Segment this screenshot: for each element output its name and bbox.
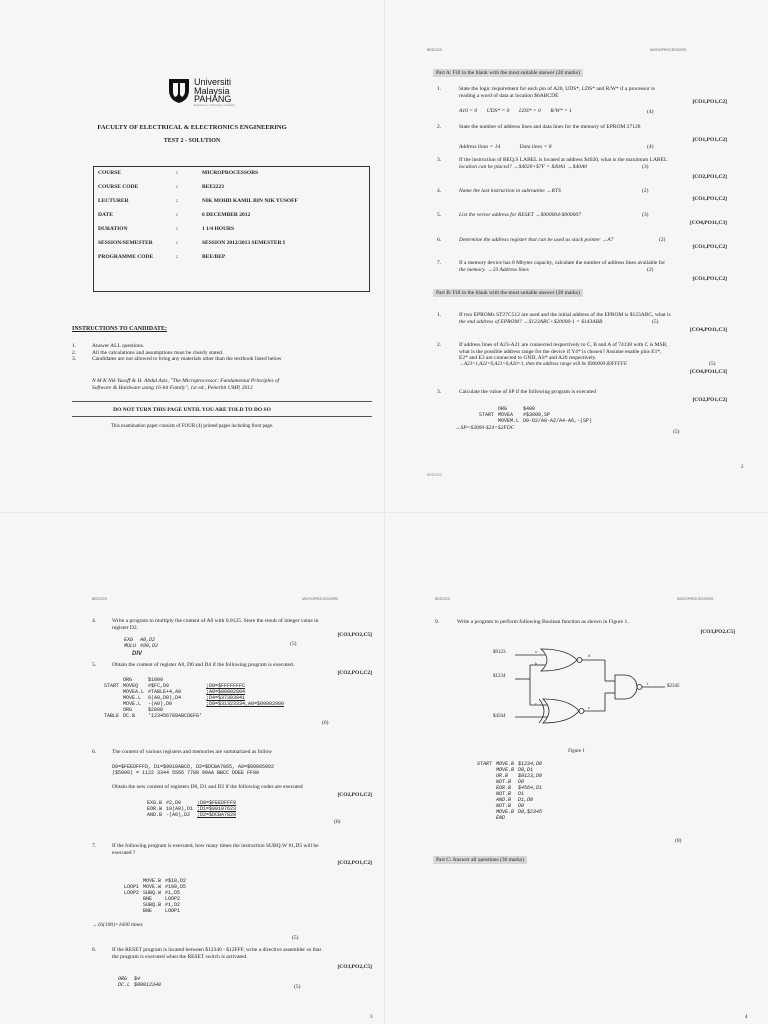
q4-code bbox=[124, 637, 162, 649]
code-cell: D1,D0 bbox=[518, 797, 534, 803]
code-cell: OR.B bbox=[496, 773, 509, 779]
code-cell: MOVE.B bbox=[496, 809, 515, 815]
info-colon: : bbox=[176, 254, 178, 260]
ump-logo bbox=[168, 78, 190, 109]
code-cell: LOOP2 bbox=[124, 890, 140, 896]
info-key: COURSE bbox=[98, 170, 121, 176]
info-value: MICROPROCESSORS bbox=[202, 170, 259, 176]
code-cell: LOOP2 bbox=[165, 896, 181, 902]
course-info-row bbox=[96, 225, 300, 239]
info-colon: : bbox=[176, 240, 178, 246]
code-cell: MOVE.L bbox=[123, 694, 142, 701]
page-header-right: MICROPROCESSORS bbox=[650, 48, 687, 52]
code-cell: MOVEQ bbox=[123, 682, 139, 689]
part-c-heading: Part C: Answer all questions (30 marks) bbox=[433, 856, 527, 864]
code-cell: #$10,D2 bbox=[165, 878, 187, 884]
code-cell: ;D0=$31323334,A0=$00002000 bbox=[206, 700, 285, 707]
code-cell: NOT.B bbox=[496, 803, 512, 809]
code-cell: ;D2=$DCBA7820 bbox=[197, 812, 237, 818]
instruction-1: 1. Answer ALL questions. bbox=[72, 343, 145, 349]
code-cell: #1,D2 bbox=[165, 902, 181, 908]
code-cell: D0 bbox=[518, 779, 525, 785]
code-cell: D0,D1 bbox=[518, 767, 534, 773]
course-info-row bbox=[96, 211, 300, 225]
wire-label-b: b bbox=[535, 661, 537, 666]
code-cell: ;D1=$90107623 bbox=[197, 806, 237, 812]
info-key: LECTURER bbox=[98, 198, 129, 204]
code-cell: $4 bbox=[134, 976, 141, 982]
input-label-9123: $9123 bbox=[493, 650, 506, 655]
ump-shield-icon bbox=[168, 78, 190, 104]
course-info-box bbox=[93, 166, 370, 292]
code-cell: NOT.B bbox=[496, 779, 512, 785]
code-cell: AND.B bbox=[496, 797, 512, 803]
code-cell: D0,$2345 bbox=[518, 809, 543, 815]
page-footer-mark: BEE2223 bbox=[427, 473, 442, 477]
figure-1-logic-diagram bbox=[485, 641, 695, 741]
code-cell: EXG bbox=[124, 637, 134, 643]
page-header-right: MICROPROCESSORS bbox=[302, 597, 339, 601]
q8: 8. If the RESET program is located between $12340 - $12FFF, write a directive assembler so that the program is executed when the RESET switch is activated. [CO3,PO2,C5] ORG $4 DC.L $00012340 (5) bbox=[92, 947, 372, 990]
code-cell: $00012340 bbox=[134, 982, 162, 988]
code-cell: DC.B bbox=[123, 712, 136, 719]
info-colon: : bbox=[176, 170, 178, 176]
info-value: NIK MOHD KAMIL BIN NIK YUSOFF bbox=[202, 198, 298, 204]
course-info-row bbox=[96, 169, 300, 183]
code-cell: ;D0=$FFFFFFFC bbox=[206, 682, 246, 689]
faculty-name: FACULTY OF ELECTRICAL & ELECTRONICS ENGINEERING bbox=[97, 124, 287, 131]
code-cell: $9123,D0 bbox=[518, 773, 543, 779]
code-cell: MOVE.W bbox=[143, 884, 162, 890]
info-key: PROGRAMME CODE bbox=[98, 254, 154, 260]
part-a-q4: 4. Name the last instruction in subroutine →RTS (2) [CO1,PO1,C2] bbox=[437, 188, 727, 202]
page-1-cover bbox=[0, 0, 384, 512]
course-info-row bbox=[96, 239, 300, 253]
code-cell: DC.L bbox=[118, 982, 131, 988]
logo-line-3: PAHANG bbox=[194, 94, 232, 104]
info-key: COURSE CODE bbox=[98, 184, 139, 190]
part-a-q2: 2. State the number of address lines and data lines for the memory of EPROM 27128 [CO1,PO1,C2] Address lines = 14 Data lines = 8 (4) bbox=[437, 124, 727, 150]
figure-caption: Figure 1 bbox=[568, 749, 585, 754]
part-b-q2: 2. If address lines of A23-A21 are connected respectively to C, B and A of 74138 with C is MSB, what is the possible address range for the device if Y4* is chosen? Assume enable pins E1*, E2* and E3 are connected to GND, AS* and A20 respectively. →A23=1,A22=0,A21=0,A20=1, then the address range will be $900000-$9FFFFF. (5) [CO4,PO11,C3] bbox=[437, 342, 727, 375]
code-cell: MOVEM.L bbox=[498, 417, 520, 424]
part-a-heading: Part A: Fill in the blank with the most suitable answer (20 marks) bbox=[433, 69, 583, 77]
q9-marks: (8) bbox=[675, 838, 682, 844]
code-line bbox=[479, 418, 596, 424]
code-cell: END bbox=[496, 815, 506, 821]
code-line bbox=[477, 815, 546, 821]
info-value: BEE2223 bbox=[202, 184, 225, 190]
textbook-reference: N M K Nik Yusoff & H. Abdul Aziz, "The Microprocessor: Fundamental Principles of Software & Hardware using 16-bit Family", 1st ed., Penerbit UMP, 2012 bbox=[92, 378, 280, 391]
q6-code bbox=[147, 800, 240, 818]
code-cell: ;D4=$37383941 bbox=[206, 694, 246, 701]
test-title: TEST 2 - SOLUTION bbox=[163, 138, 221, 144]
info-value: BEE/BEP bbox=[202, 254, 226, 260]
part-a-q5: 5. List the vector address for RESET →$000004-$000007 (3) [CO4,PO11,C3] bbox=[437, 212, 727, 226]
input-label-1234: $1234 bbox=[493, 674, 506, 679]
page-number: 2 bbox=[741, 465, 744, 470]
code-cell: D0 bbox=[518, 803, 525, 809]
part-a-q6: 6. Determine the address register that can be used as stack pointer →A7 (2) [CO1,PO1,C2] bbox=[437, 237, 727, 250]
info-value: 1 1/4 HOURS bbox=[202, 226, 235, 232]
code-cell: #$3000,SP bbox=[523, 411, 551, 418]
code-cell: SUBQ.W bbox=[143, 890, 162, 896]
course-info-row bbox=[96, 253, 300, 267]
instructions-title: INSTRUCTIONS TO CANDIDATE: bbox=[72, 326, 168, 332]
part-b-q3: 3. Calculate the value of SP if the following program is executed [CO2,PO1,C2] ORG $400 START MOVEA #$3000,SP MOVEM.L D0-D2/A0-A2/A4-A6,-(SP) →SP=$3000-$24=$2FDC (5) bbox=[437, 389, 727, 435]
code-cell: D0-D2/A0-A2/A4-A6,-(SP) bbox=[523, 417, 593, 424]
wire-label-a: a bbox=[535, 649, 537, 654]
code-cell: MOVEA bbox=[498, 411, 514, 418]
code-cell: A0,D2 bbox=[140, 637, 156, 643]
code-cell: START bbox=[479, 411, 495, 418]
code-cell: $1234,D0 bbox=[518, 761, 543, 767]
code-cell bbox=[479, 418, 498, 424]
info-colon: : bbox=[176, 184, 178, 190]
course-info-row bbox=[96, 197, 300, 211]
part-b-q3-code bbox=[479, 406, 596, 424]
info-colon: : bbox=[176, 212, 178, 218]
part-a-q3: 3. If the instruction of BEQ.S LABEL is located at address $4020, what is the maximum LABEL location can be placed? →$4020+$7F = $40A1 →$40A0 (3) [CO2,PO1,C2] bbox=[437, 157, 727, 180]
code-cell: MOVEA.L bbox=[123, 688, 145, 695]
code-cell: ORG bbox=[123, 706, 133, 713]
code-cell: EXG.B bbox=[147, 800, 163, 806]
code-cell: #80,D2 bbox=[140, 643, 159, 649]
q4: 4. Write a program to multiply the content of A0 with 0.0125. Store the result of integer value in register D2. [CO3,PO2,C5] EXG A0,D2 MULU #80,D2 DIV (5) bbox=[92, 618, 372, 657]
page-header-left: BEE2223 bbox=[435, 597, 450, 601]
logo-line-2: Malaysia bbox=[194, 85, 230, 96]
q5: 5. Obtain the content of register A0, D0 and D4 if the following program is executed. [CO2,PO1,C2] ORG $1000 START MOVEQ #$FC,D0 ;D0=$FFFFFFFC MOVEA.L #TABLE+4,A0 ;A0=$00002004 MOVE.L 6(A0,D0),D4 ;D4=$37383941 MOVE.L -(A0),D0 ;D0=$31323334,A0=$00002000 ORG $2000 TABLE DC.B '123456789ABCDEFG' (6) bbox=[92, 662, 372, 726]
page-header-left: BEE2223 bbox=[92, 597, 107, 601]
info-colon: : bbox=[176, 198, 178, 204]
code-line bbox=[118, 982, 165, 988]
part-b-q1: 1. If two EPROMs ST27C512 are used and the initial address of the EPROM is $123ABC, what is the end address of EPROM? →$123ABC+$20000-1 = $143ABB (5) [CO4,PO11,C3] bbox=[437, 312, 727, 333]
code-cell: $1000 bbox=[148, 676, 164, 683]
code-cell: MOVE.B bbox=[496, 767, 515, 773]
code-cell: 10(A0),D1 bbox=[166, 806, 194, 812]
wire-label-d: d bbox=[588, 653, 590, 658]
code-cell: START bbox=[104, 682, 120, 689]
code-cell: LOOP1 bbox=[124, 884, 140, 890]
code-cell: TABLE bbox=[104, 712, 120, 719]
wire-label-f: f bbox=[647, 681, 649, 686]
code-cell bbox=[206, 713, 288, 719]
info-value: SESSION 2012/2013 SEMESTER I bbox=[202, 240, 285, 246]
code-cell: BNE bbox=[143, 908, 153, 914]
code-cell: EOR.W bbox=[147, 806, 163, 812]
q6: 6. The content of various registers and memories are summarized as follow D0=$FEEDFFFD, D1=$9010ABCD, D2=$DCBA7865, A0=$00005002 ($5000) = 1122 3344 5566 7788 99AA BBCC DDEE FF00 Obtain the new content of registers D0, D1 and D2 if the following codes are executed [CO2,PO1,C2] EXG.B #2,D0 ;D0=$FEEDFFF9 EOR.W 10(A0),D1 ;D1=$90107623 AND.B -(A0),D2 ;D2=$DCBA7820 (6) bbox=[92, 749, 372, 825]
code-cell: #$FC,D0 bbox=[148, 682, 170, 689]
code-cell: -(A0),D2 bbox=[166, 812, 191, 818]
logo-line-1: Universiti bbox=[194, 77, 232, 87]
info-key: DATE bbox=[98, 212, 113, 218]
info-value: 6 DECEMBER 2012 bbox=[202, 212, 251, 218]
code-cell: BNE bbox=[143, 896, 153, 902]
code-cell: AND.B bbox=[147, 812, 163, 818]
logo-tagline: Engineering • Technology • Creativity bbox=[194, 103, 235, 107]
part-a-q1: 1. State the logic requirement for each pin of A20, UDS*, LDS* and R/W* if a processor is reading a word of data at location $6ABCDE [CO1,PO1,C2] A10 = 0 UDS* = 0 LDS* = 0 R/W* = 1 (4) bbox=[437, 86, 727, 115]
course-info-table bbox=[96, 169, 300, 267]
code-line bbox=[147, 812, 240, 818]
q9-code bbox=[477, 761, 546, 821]
code-cell: ORG bbox=[498, 405, 508, 412]
code-cell: START bbox=[477, 761, 493, 767]
q7-code bbox=[124, 878, 190, 914]
page-2 bbox=[385, 0, 768, 512]
warning-text: DO NOT TURN THIS PAGE UNTIL YOU ARE TOLD TO DO SO bbox=[113, 407, 271, 413]
code-cell: #100,D5 bbox=[165, 884, 187, 890]
code-cell bbox=[124, 908, 143, 914]
part-b-heading: Part B: Fill in the blank with the most suitable answer (30 marks) bbox=[433, 289, 583, 297]
code-cell: 6(A0,D0),D4 bbox=[148, 694, 182, 701]
code-cell: MOVE.B bbox=[496, 761, 515, 767]
page-number: 3 bbox=[370, 1015, 373, 1020]
code-cell: LOOP1 bbox=[165, 908, 181, 914]
wire-label-c: c bbox=[535, 701, 537, 706]
code-cell: #TABLE+4,A0 bbox=[148, 688, 182, 695]
code-cell: EOR.B bbox=[496, 785, 512, 791]
output-label-2345: $2345 bbox=[667, 684, 680, 689]
page-header-right: MICROPROCESSORS bbox=[677, 597, 714, 601]
page-header-left: BEE2223 bbox=[427, 48, 442, 52]
code-cell bbox=[477, 815, 496, 821]
page-number: 4 bbox=[745, 1015, 748, 1020]
code-cell: D1 bbox=[518, 791, 525, 797]
instruction-2: 2. All the calculations and assumptions must be clearly stated. bbox=[72, 349, 224, 356]
code-cell: -(A0),D0 bbox=[148, 700, 173, 707]
q5-code bbox=[104, 677, 288, 719]
part-a-q7: 7. If a memory device has 8 Mbytes capacity, calculate the number of address lines available for the memory. →23 Address lines (2) [CO1,PO1,C2] bbox=[437, 260, 727, 282]
q8-code bbox=[118, 976, 165, 988]
page-4 bbox=[385, 513, 768, 1024]
info-key: DURATION bbox=[98, 226, 128, 232]
code-line bbox=[124, 643, 162, 649]
code-cell: '123456789ABCDEFG' bbox=[148, 712, 203, 719]
input-label-4564: $4564 bbox=[493, 714, 506, 719]
code-cell: MOVE.L bbox=[123, 700, 142, 707]
instruction-3: 3. Candidates are not allowed to bring any materials other than the textbook listed below bbox=[72, 356, 282, 362]
code-cell: $400 bbox=[523, 405, 536, 412]
info-colon: : bbox=[176, 226, 178, 232]
q9: 9. Write a program to perform following Boolean function as shown in Figure 1. [CO3,PO2,C5] bbox=[435, 619, 735, 635]
instructions-list bbox=[72, 343, 362, 363]
code-cell: MULU bbox=[124, 643, 137, 649]
handwritten-div-note: DIV bbox=[132, 651, 143, 657]
code-line bbox=[104, 713, 288, 719]
code-cell: ORG bbox=[118, 976, 128, 982]
course-info-row bbox=[96, 183, 300, 197]
code-cell: ORG bbox=[123, 676, 133, 683]
wire-label-e: e bbox=[588, 705, 590, 710]
code-cell: $4564,D1 bbox=[518, 785, 543, 791]
code-line bbox=[124, 908, 190, 914]
code-cell: NOT.B bbox=[496, 791, 512, 797]
page-3 bbox=[0, 513, 384, 1024]
code-cell bbox=[518, 815, 546, 821]
code-cell: $2000 bbox=[148, 706, 164, 713]
q7: 7. If the following program is executed, how many times the instruction SUBQ.W #1,D5 will be executed ? [CO2,PO1,C2] MOVE.B #$10,D2 LOOP1 MOVE.W #100,D5 LOOP2 SUBQ.W #1,D5 BNE LOOP2 SUBQ.B #1,D2 BNE LOOP1 →16(100)=1600 times (5) bbox=[92, 843, 372, 941]
page-count-note: This examination paper consists of FOUR (4) printed pages including front page. bbox=[110, 424, 274, 429]
code-cell: ;D0=$FEEDFFF9 bbox=[197, 800, 237, 806]
code-cell: #1,D5 bbox=[165, 890, 181, 896]
code-cell: ;A0=$00002004 bbox=[206, 688, 246, 695]
code-cell: SUBQ.B bbox=[143, 902, 162, 908]
code-cell: MOVE.B bbox=[143, 878, 162, 884]
info-key: SESSION/SEMESTER bbox=[98, 240, 153, 246]
code-cell: #2,D0 bbox=[166, 800, 182, 806]
